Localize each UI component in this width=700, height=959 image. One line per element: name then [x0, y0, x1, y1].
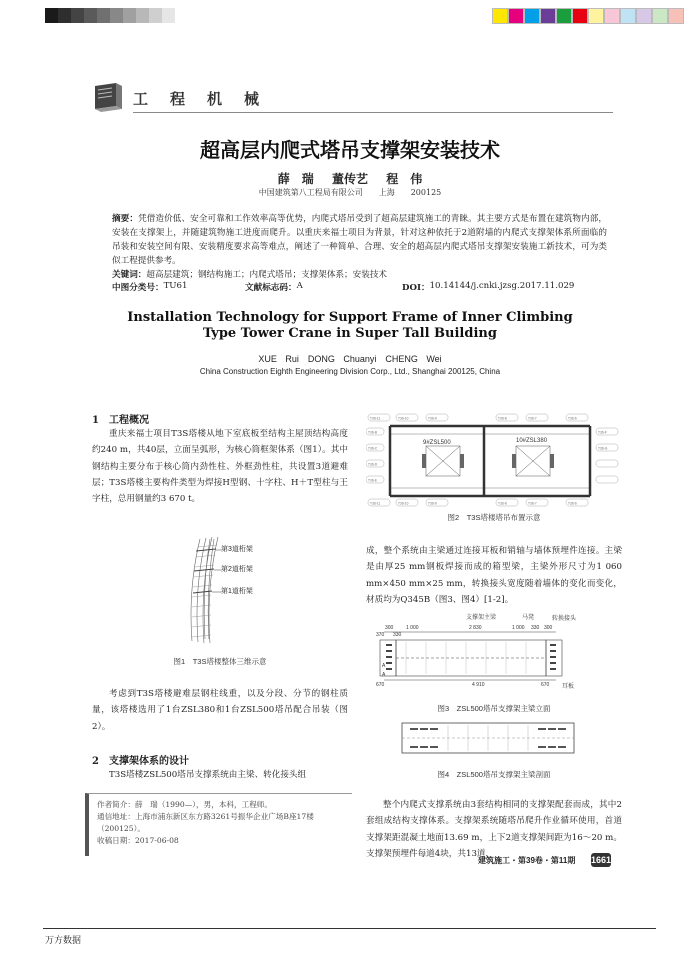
- color-registration-bar: [492, 8, 684, 24]
- paragraph-main-beam: 成，整个系统由主梁通过连接耳板和销轴与墙体预埋件连接。主梁是由厚25 mm钢板焊接而成的箱型梁，主梁外形尺寸为1 060 mm×450 mm×25 mm，转换接头宽度随着墙体的变化而变化，材质均为Q345B（图3、图4）[1-2]。: [366, 546, 622, 605]
- fig2-grid-top-1: T3S-11: [370, 416, 381, 421]
- section-1-heading: 1 工程概况: [92, 415, 149, 426]
- paper-title-en: [0, 310, 700, 342]
- fig3-section-a-right: A: [382, 672, 386, 678]
- fig3-dim-1000a: 1 000: [406, 625, 419, 631]
- fig2-grid-top-2: T3S-10: [398, 416, 409, 421]
- author-note: [97, 799, 347, 847]
- fig2-grid-top-6: T3S-6: [568, 416, 577, 421]
- page-number: 1661: [591, 855, 612, 865]
- author-note-address: 通信地址：上海市浦东新区东方路3261号振华企业广场B座17楼（200125）。: [97, 812, 314, 833]
- figure-1-caption: 图1 T3S塔楼整体三维示意: [173, 657, 267, 666]
- figure-3-beam-elevation: [366, 612, 622, 694]
- gray-swatch: [71, 8, 84, 23]
- footer-divider: [43, 928, 656, 929]
- fig2-grid-bottom-1: T3S-11: [370, 501, 381, 506]
- fig3-label-lug: 耳板: [562, 684, 575, 690]
- fig2-crane-left-label: 9#ZSL500: [423, 440, 451, 446]
- title-en-line-2: Type Tower Crane in Super Tall Building: [203, 326, 497, 341]
- figure-3-caption: 图3 ZSL500塔吊支撑架主梁立面: [437, 704, 551, 713]
- fig1-label-2: 第2道桁架: [221, 566, 253, 573]
- fig3-dim-300a: 300: [385, 625, 394, 631]
- fig2-crane-right-label: 10#ZSL380: [516, 438, 548, 444]
- doc-label: 文献标志码：: [245, 283, 297, 293]
- author-1: 薛 瑞: [277, 172, 314, 186]
- gray-swatch: [162, 8, 175, 23]
- fig3-dim-1000b: 1 000: [512, 625, 525, 631]
- fig2-grid-side-3: T3S-D: [368, 462, 378, 467]
- fig3-label-main-beam: 支撑架主梁: [466, 615, 497, 621]
- gray-swatch: [123, 8, 136, 23]
- clc-label: 中图分类号：: [112, 283, 164, 293]
- color-swatch: [588, 8, 604, 24]
- publisher-label: 万方数据: [45, 935, 82, 945]
- color-swatch: [668, 8, 684, 24]
- color-swatch: [492, 8, 508, 24]
- section-2-heading: 2 支撑架体系的设计: [92, 756, 189, 767]
- keywords: 超高层建筑；钢结构施工；内爬式塔吊；支撑架体系；安装技术: [146, 270, 388, 280]
- paragraph-crane-selection: 考虑到T3S塔楼避难层钢柱线重，以及分段、分节的钢柱质量，该塔楼选用了1台ZSL380和1台ZSL500塔吊配合吊装（图2）。: [92, 689, 348, 732]
- figure-2-caption: 图2 T3S塔楼塔吊布置示意: [447, 513, 541, 522]
- gray-swatch: [84, 8, 97, 23]
- fig3-dim-370: 370: [376, 632, 385, 638]
- figure-4-beam-section: [398, 720, 578, 756]
- title-en-line-1: Installation Technology for Support Frame of Inner Climbing: [127, 310, 573, 325]
- fig2-grid-bottom-3: T3S-9: [428, 501, 437, 506]
- section-1-paragraph: 重庆来福士项目T3S塔楼从地下室底板至结构主屋顶结构高度约240 m，共40层，立面呈弧形，为核心筒框架体系（图1）。其中钢结构主要分布于核心筒内劲性柱、外框劲性柱，共设置3道避难层；T3S塔楼主要构件类型为焊接H型钢、十字柱、H＋T型柱与王字柱，总用钢量约3 670 t。: [92, 429, 348, 505]
- fig3-dim-2830: 2 830: [469, 625, 482, 631]
- fig2-grid-top-3: T3S-9: [428, 416, 437, 421]
- fig3-label-adapter: 转换接头: [552, 616, 577, 622]
- fig2-grid-top-5: T3S-7: [528, 416, 537, 421]
- gray-swatch: [45, 8, 58, 23]
- fig3-dim-4910: 4 910: [472, 682, 485, 688]
- fig2-grid-side-4: T3S-E: [368, 478, 378, 483]
- author-2: 董传艺: [331, 172, 368, 186]
- fig3-section-a-left: A: [382, 663, 386, 669]
- keywords-label: 关键词：: [112, 270, 147, 280]
- fig3-dim-670a: 670: [376, 682, 385, 688]
- affiliation-cn: 中国建筑第八工程局有限公司 上海 200125: [258, 188, 442, 197]
- color-swatch: [604, 8, 620, 24]
- paragraph-support-system: 整个内爬式支撑系统由3套结构相同的支撑架配套而成，其中2套组成结构支撑体系。支撑架系统随塔吊爬升作业循环使用，首道支撑架距混凝土地面13.69 m，上下2道支撑架间距为16～20 m。支撑架预埋件每道4块，共13道，: [366, 800, 622, 859]
- fig2-grid-side-1: T3S-B: [368, 430, 378, 435]
- fig2-grid-side-5: T3S-F: [598, 430, 607, 435]
- paper-title-cn: 超高层内爬式塔吊支撑架安装技术: [200, 138, 500, 162]
- fig1-label-3: 第3道桁架: [221, 546, 253, 553]
- abstract-label: 摘要：: [112, 214, 139, 224]
- gray-swatch: [149, 8, 162, 23]
- fig2-grid-bottom-6: T3S-6: [568, 501, 577, 506]
- doc-value: A: [296, 281, 303, 291]
- color-swatch: [524, 8, 540, 24]
- color-swatch: [652, 8, 668, 24]
- fig2-grid-top-4: T3S-8: [498, 416, 507, 421]
- fig3-label-saddle: 马凳: [522, 615, 535, 621]
- abstract-text: 凭借造价低、安全可靠和工作效率高等优势，内爬式塔吊受到了超高层建筑施工的青睐。其主要方式是布置在建筑物内部，安装在支撑架上，并随建筑物施工进度而爬升。以重庆来福士项目为背景，针对这种依托于2道附墙的内爬式支撑架体系所面临的吊装和安装空间有限、安装精度要求高等难点，阐述了一种简单、合理、安全的超高层内爬式塔吊支撑架安装施工新技术，可为类似工程提供参考。: [112, 214, 607, 266]
- fig2-grid-side-6: T3S-G: [598, 446, 608, 451]
- fig2-grid-side-2: T3S-C: [368, 446, 378, 451]
- gray-swatch: [110, 8, 123, 23]
- banner-divider: [133, 112, 613, 113]
- section-title: 工程机械: [133, 90, 282, 108]
- fig2-grid-bottom-4: T3S-8: [498, 501, 507, 506]
- clc-value: TU61: [163, 281, 188, 291]
- fig2-grid-bottom-2: T3S-10: [398, 501, 409, 506]
- doi-label: DOI：: [402, 283, 430, 293]
- section-2-paragraph: T3S塔楼ZSL500塔吊支撑系统由主梁、转化接头组: [109, 770, 307, 780]
- color-swatch: [572, 8, 588, 24]
- color-swatch: [620, 8, 636, 24]
- fig3-dim-330b: 330: [393, 632, 402, 638]
- authors-cn: [0, 170, 700, 187]
- author-3: 程 伟: [386, 172, 423, 186]
- fig3-dim-330: 330: [531, 625, 540, 631]
- fig2-grid-bottom-5: T3S-7: [528, 501, 537, 506]
- fig1-label-1: 第1道桁架: [221, 588, 253, 595]
- author-note-received: 收稿日期：2017-06-08: [97, 836, 179, 845]
- affiliation-en: China Construction Eighth Engineering Division Corp., Ltd., Shanghai 200125, China: [199, 367, 501, 376]
- gray-registration-bar: [45, 8, 175, 23]
- color-swatch: [636, 8, 652, 24]
- authors-en: XUE Rui DONG Chuanyi CHENG Wei: [258, 354, 442, 364]
- journal-footer: 建筑施工・第39卷・第11期: [478, 856, 576, 865]
- gray-swatch: [97, 8, 110, 23]
- color-swatch: [540, 8, 556, 24]
- color-swatch: [556, 8, 572, 24]
- fig3-dim-300b: 300: [544, 625, 553, 631]
- book-icon: [92, 82, 126, 112]
- figure-2-plan-layout: [366, 412, 622, 508]
- doi-value: 10.14144/j.cnki.jzsg.2017.11.029: [429, 281, 575, 291]
- gray-swatch: [136, 8, 149, 23]
- abstract: [112, 212, 607, 282]
- author-note-bio: 作者简介：薛 瑞（1990—），男，本科，工程师。: [97, 800, 272, 809]
- figure-4-caption: 图4 ZSL500塔吊支撑架主梁剖面: [437, 770, 551, 779]
- fig3-dim-670b: 670: [541, 682, 550, 688]
- gray-swatch: [58, 8, 71, 23]
- color-swatch: [508, 8, 524, 24]
